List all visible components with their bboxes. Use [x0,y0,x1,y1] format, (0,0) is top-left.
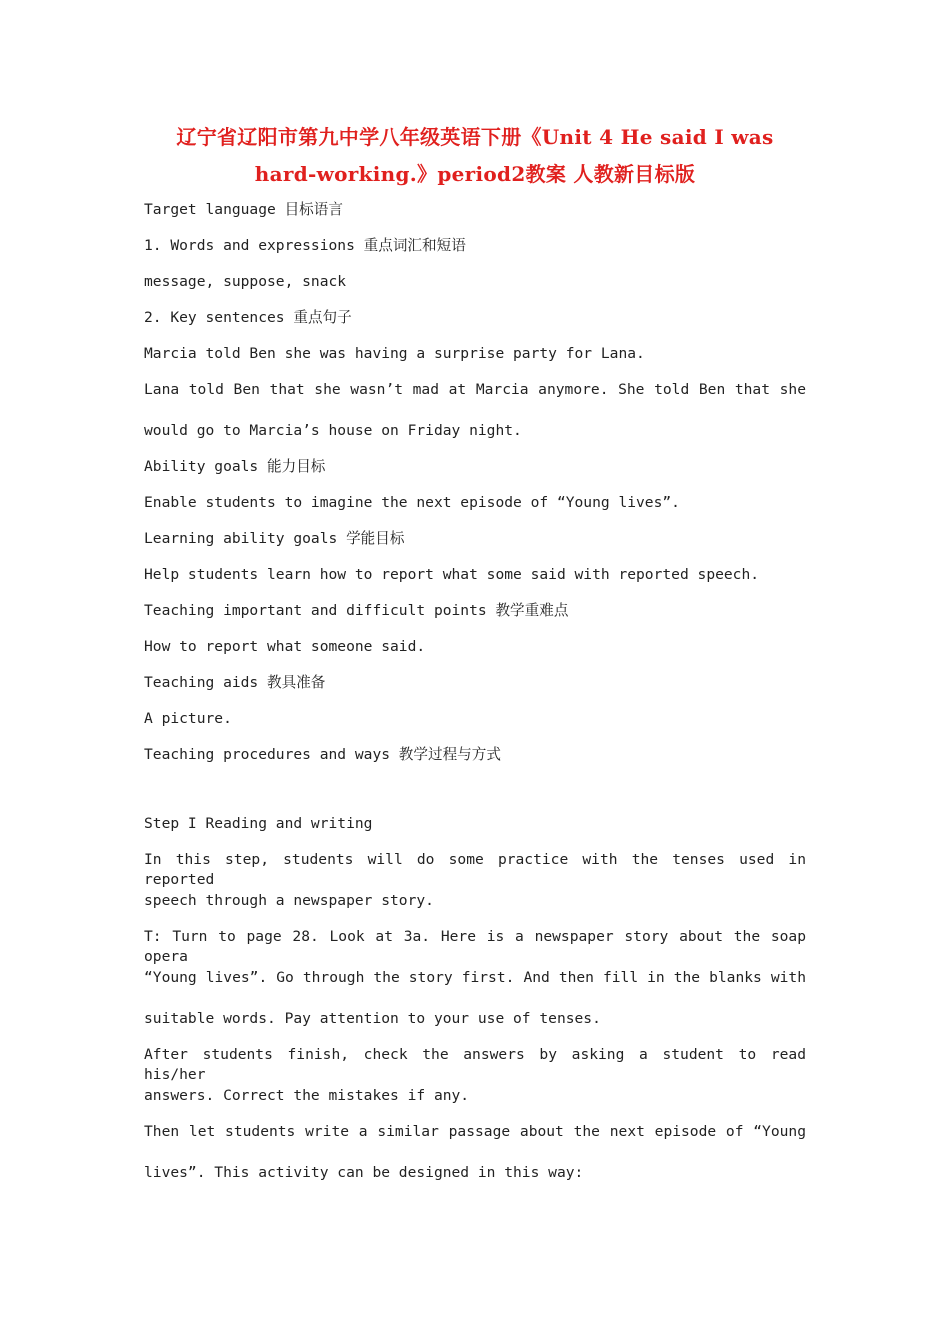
ability-goal-text: Enable students to imagine the next episode of “Young lives”. [144,494,680,511]
document-title-line-1: 辽宁省辽阳市第九中学八年级英语下册《Unit 4 He said I was [176,125,774,149]
key-sentence-1: Marcia told Ben she was having a surprise party for Lana. [144,345,645,362]
step-1-paragraph-2-line-2: “Young lives”. Go through the story first. And then fill in the blanks with [144,969,806,986]
heading-target-language: Target language 目标语言 [144,201,343,218]
key-sentence-2-line-2: would go to Marcia’s house on Friday night. [144,422,522,439]
heading-learning-ability-goals: Learning ability goals 学能目标 [144,530,405,547]
learning-ability-goal-text: Help students learn how to report what some said with reported speech. [144,566,760,583]
item-key-sentences: 2. Key sentences 重点句子 [144,309,352,326]
teaching-aids-text: A picture. [144,710,232,727]
step-1-heading: Step I Reading and writing [144,815,373,832]
step-1-paragraph-1-line-2: speech through a newspaper story. [144,892,434,909]
vocabulary-list: message, suppose, snack [144,273,347,290]
step-1-paragraph-2-line-1: T: Turn to page 28. Look at 3a. Here is a newspaper story about the soap opera [144,928,806,965]
step-1-paragraph-3-line-1: After students finish, check the answers by asking a student to read his/her [144,1046,806,1083]
heading-teaching-procedures: Teaching procedures and ways 教学过程与方式 [144,746,501,763]
heading-important-points: Teaching important and difficult points 教学重难点 [144,602,569,619]
item-words-and-expressions: 1. Words and expressions 重点词汇和短语 [144,237,466,254]
key-sentence-2-line-1: Lana told Ben that she wasn’t mad at Marcia anymore. She told Ben that she [144,381,806,398]
step-1-paragraph-3-line-2: answers. Correct the mistakes if any. [144,1087,470,1104]
step-1-paragraph-4-line-1: Then let students write a similar passage about the next episode of “Young [144,1123,806,1140]
important-points-text: How to report what someone said. [144,638,426,655]
heading-teaching-aids: Teaching aids 教具准备 [144,674,326,691]
document-title-line-2: hard-working.》period2教案 人教新目标版 [254,162,696,186]
step-1-paragraph-4-line-2: lives”. This activity can be designed in this way: [144,1164,584,1181]
step-1-paragraph-2-line-3: suitable words. Pay attention to your use of tenses. [144,1010,601,1027]
heading-ability-goals: Ability goals 能力目标 [144,458,326,475]
step-1-paragraph-1-line-1: In this step, students will do some practice with the tenses used in reported [144,851,806,888]
